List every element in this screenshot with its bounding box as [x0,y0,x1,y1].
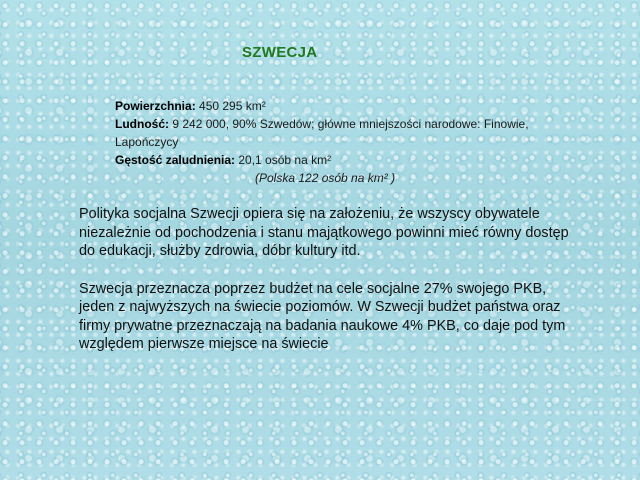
slide-title: SZWECJA [242,44,318,61]
density-row [115,151,565,169]
population-label: Ludność: [115,117,169,131]
area-label: Powierzchnia: [115,99,196,113]
paragraph-budget: Szwecja przeznacza poprzez budżet na cele socjalne 27% swojego PKB, jeden z najwyższych na świecie poziomów. W Szwecji budżet państwa oraz firmy prywatne przeznaczają na badania naukowe 4% PKB, co daje pod tym względem pierwsze miejsce na świecie [79,280,566,352]
population-value: 9 242 000, 90% Szwedów; główne mniejszości narodowe: Finowie, Lapończycy [115,117,529,149]
density-label: Gęstość zaludnienia: [115,153,236,167]
paragraph-social-policy: Polityka socjalna Szwecji opiera się na założeniu, że wszyscy obywatele niezależnie od pochodzenia i stanu majątkowego powinni mieć równy dostęp do edukacji, służby zdrowia, dóbr kultury itd. [79,206,569,259]
body-text [79,205,579,373]
density-value: 20,1 osób na km² [235,153,332,167]
country-facts [115,97,565,187]
density-note: (Polska 122 osób na km² ) [255,171,396,185]
area-row [115,97,565,115]
area-value: 450 295 km² [195,99,266,113]
population-row [115,115,565,151]
